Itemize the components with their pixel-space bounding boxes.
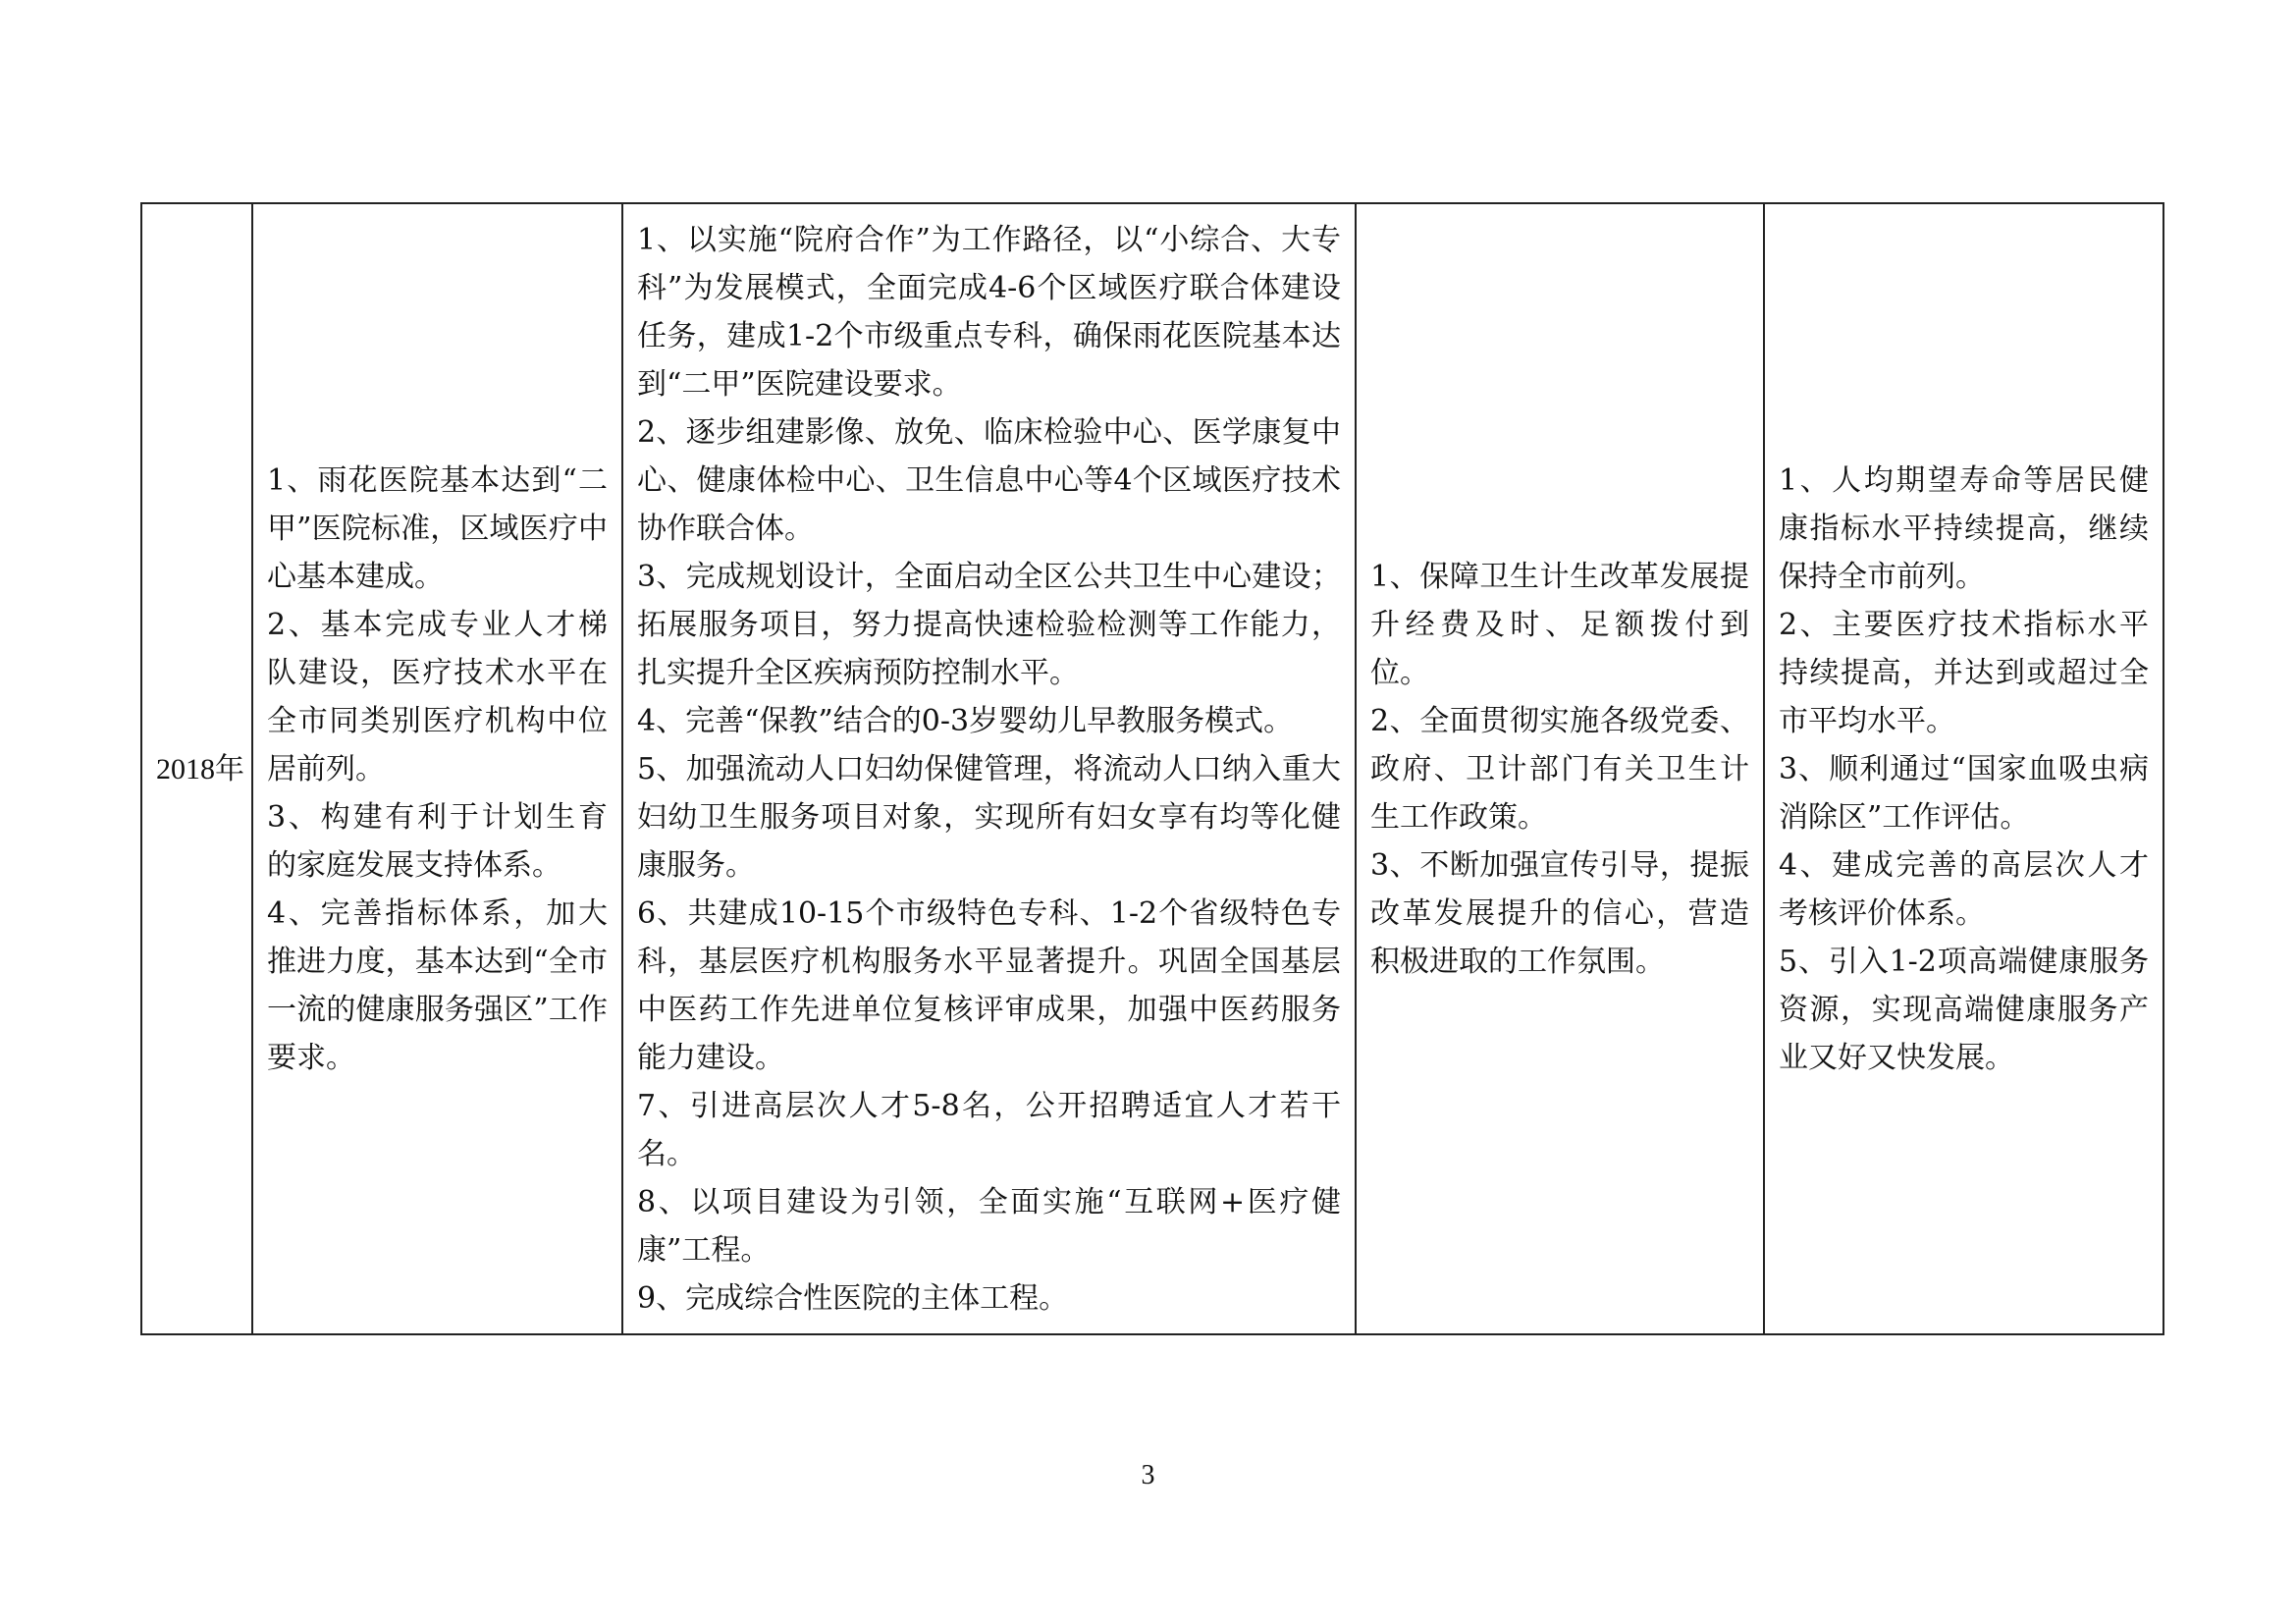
year-cell: 2018年 <box>141 203 252 1334</box>
page-number: 3 <box>1141 1460 1155 1490</box>
list-item: 6、共建成10-15个市级特色专科、1-2个省级特色专科，基层医疗机构服务水平显著提升。巩固全国基层中医药工作先进单位复核评审成果，加强中医药服务能力建设。 <box>637 895 1341 1075</box>
list-item: 8、以项目建设为引领，全面实施“互联网+医疗健康”工程。 <box>637 1184 1341 1268</box>
list-item: 1、人均期望寿命等居民健康指标水平持续提高，继续保持全市前列。 <box>1779 462 2149 594</box>
outcomes-cell <box>1764 203 2163 1334</box>
list-item: 1、雨花医院基本达到“二甲”医院标准，区域医疗中心基本建成。 <box>267 462 608 594</box>
list-item: 3、完成规划设计，全面启动全区公共卫生中心建设；拓展服务项目，努力提高快速检验检测等工作能力，扎实提升全区疾病预防控制水平。 <box>637 559 1341 690</box>
measures-cell <box>1356 203 1764 1334</box>
list-item: 5、加强流动人口妇幼保健管理，将流动人口纳入重大妇幼卫生服务项目对象，实现所有妇女享有均等化健康服务。 <box>637 751 1341 883</box>
list-item: 4、完善“保教”结合的0-3岁婴幼儿早教服务模式。 <box>637 703 1294 738</box>
tasks-cell <box>622 203 1356 1334</box>
list-item: 1、以实施“院府合作”为工作路径，以“小综合、大专科”为发展模式，全面完成4-6个区域医疗联合体建设任务，建成1-2个市级重点专科，确保雨花医院基本达到“二甲”医院建设要求。 <box>637 222 1341 402</box>
list-item: 3、顺利通过“国家血吸虫病消除区”工作评估。 <box>1779 751 2149 835</box>
plan-table <box>140 202 2164 1335</box>
list-item: 4、完善指标体系，加大推进力度，基本达到“全市一流的健康服务强区”工作要求。 <box>267 895 608 1075</box>
list-item: 4、建成完善的高层次人才考核评价体系。 <box>1779 847 2149 931</box>
list-item: 2、逐步组建影像、放免、临床检验中心、医学康复中心、健康体检中心、卫生信息中心等4个区域医疗技术协作联合体。 <box>637 414 1341 546</box>
list-item: 2、主要医疗技术指标水平持续提高，并达到或超过全市平均水平。 <box>1779 607 2149 738</box>
list-item: 7、引进高层次人才5-8名，公开招聘适宜人才若干名。 <box>637 1088 1341 1171</box>
list-item: 5、引入1-2项高端健康服务资源，实现高端健康服务产业又好又快发展。 <box>1779 944 2149 1075</box>
list-item: 2、基本完成专业人才梯队建设，医疗技术水平在全市同类别医疗机构中位居前列。 <box>267 607 608 786</box>
list-item: 9、完成综合性医院的主体工程。 <box>637 1280 1069 1316</box>
list-item: 3、不断加强宣传引导，提振改革发展提升的信心，营造积极进取的工作氛围。 <box>1370 847 1749 979</box>
list-item: 1、保障卫生计生改革发展提升经费及时、足额拨付到位。 <box>1370 559 1749 690</box>
table-row <box>141 203 2163 1334</box>
goals-cell <box>252 203 622 1334</box>
list-item: 2、全面贯彻实施各级党委、政府、卫计部门有关卫生计生工作政策。 <box>1370 703 1749 835</box>
list-item: 3、构建有利于计划生育的家庭发展支持体系。 <box>267 799 608 883</box>
